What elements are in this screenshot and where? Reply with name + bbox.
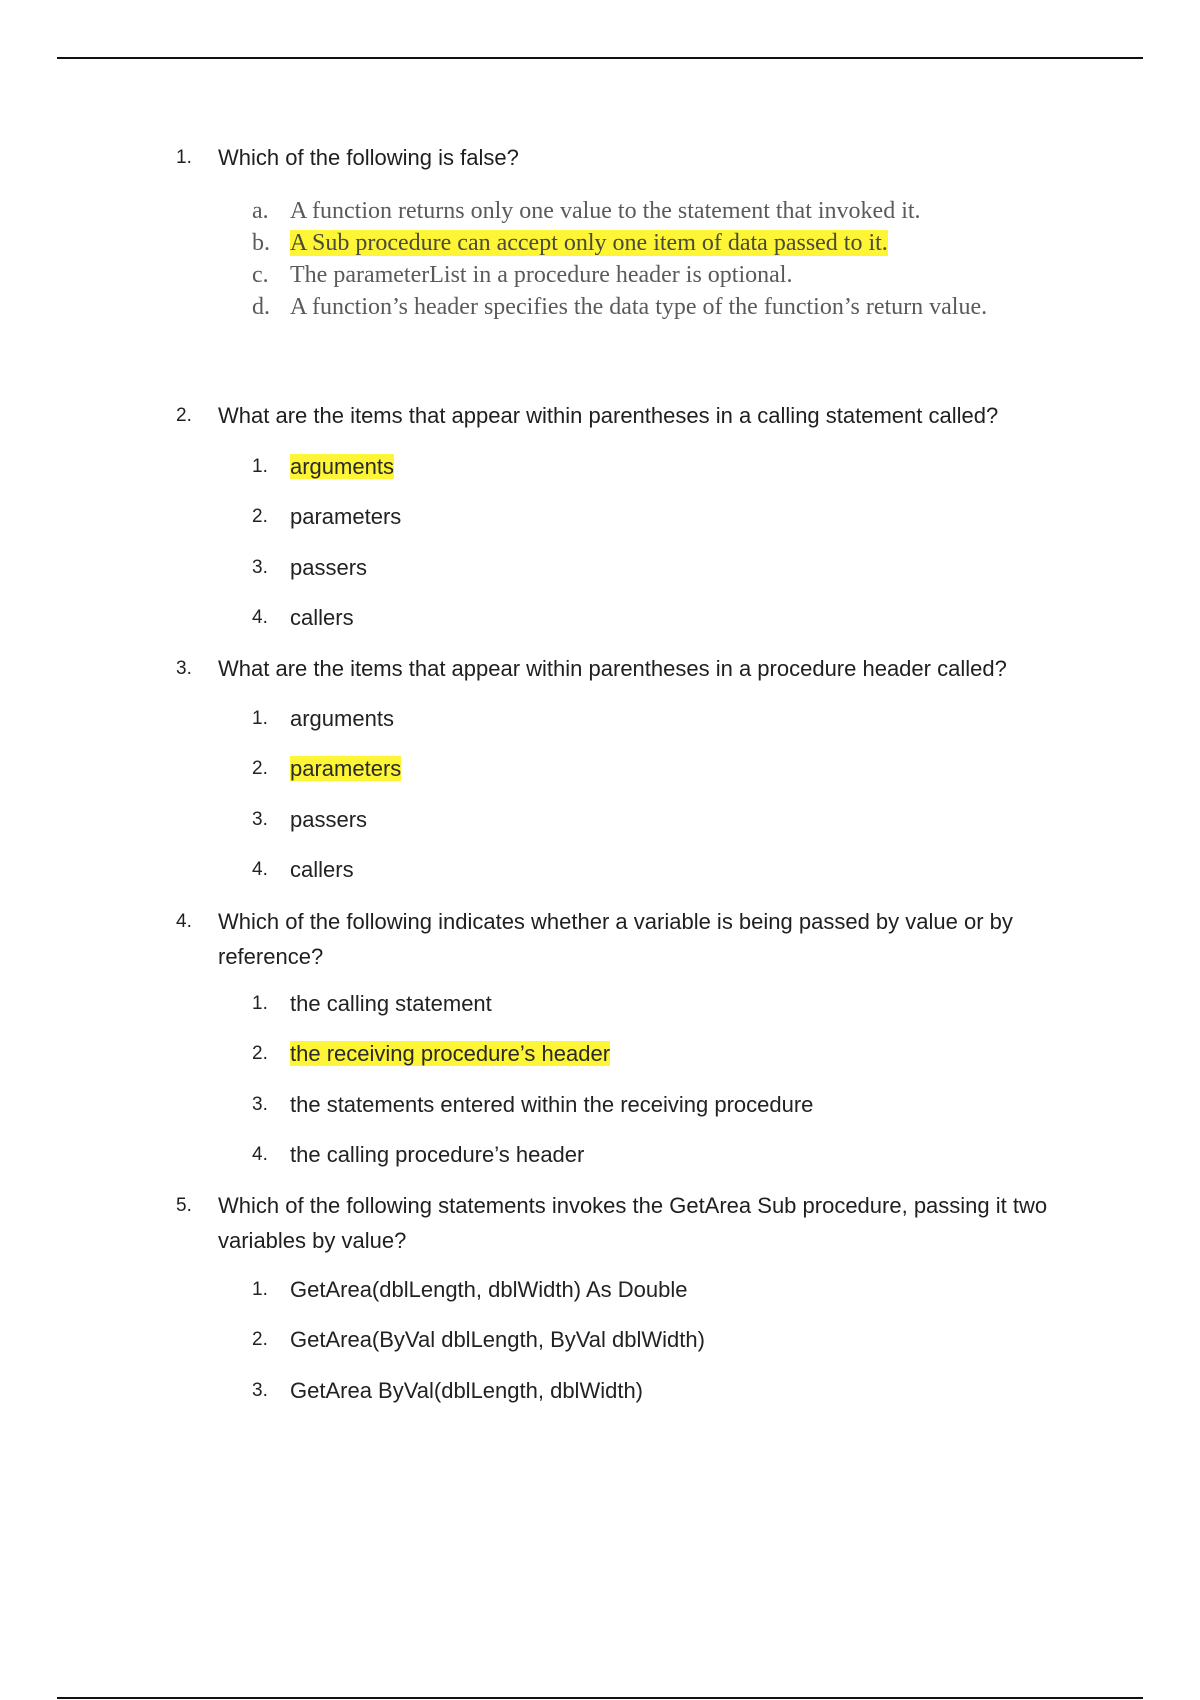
- option-1b: [252, 227, 1062, 259]
- option-4-2: [252, 1037, 1062, 1071]
- option-number: 2.: [252, 1329, 268, 1350]
- option-letter: d.: [252, 294, 270, 320]
- question-1: [176, 140, 1056, 175]
- option-text: arguments: [290, 706, 394, 731]
- option-number: 2.: [252, 506, 268, 527]
- option-1d: [252, 291, 1062, 323]
- option-3-4: [252, 853, 1062, 887]
- option-number: 2.: [252, 758, 268, 779]
- question-3: [176, 651, 1056, 686]
- option-letter: c.: [252, 262, 269, 288]
- option-4-4: [252, 1138, 1062, 1172]
- question-2: [176, 398, 1056, 433]
- question-4: [176, 904, 1056, 974]
- highlighted-answer: arguments: [290, 454, 394, 479]
- option-text: passers: [290, 807, 368, 832]
- option-text: the calling procedure’s header: [290, 1142, 585, 1167]
- option-2-4: [252, 601, 1062, 635]
- option-number: 1.: [252, 1279, 268, 1300]
- header-rule: [57, 57, 1143, 59]
- question-text: What are the items that appear within parentheses in a procedure header called?: [218, 656, 1007, 681]
- question-number: 5.: [176, 1195, 192, 1216]
- option-text: A function returns only one value to the statement that invoked it.: [290, 198, 921, 224]
- option-number: 1.: [252, 708, 268, 729]
- option-text: the calling statement: [290, 991, 492, 1016]
- option-number: 4.: [252, 859, 268, 880]
- option-text: GetArea(dblLength, dblWidth) As Double: [290, 1277, 688, 1302]
- highlighted-answer: parameters: [290, 756, 402, 781]
- option-text: GetArea(ByVal dblLength, ByVal dblWidth): [290, 1327, 705, 1352]
- question-text: Which of the following statements invokes the GetArea Sub procedure, passing it two variables by value?: [218, 1193, 1048, 1253]
- option-1a: [252, 195, 1062, 227]
- question-number: 3.: [176, 658, 192, 679]
- question-number: 4.: [176, 911, 192, 932]
- option-number: 3.: [252, 1380, 268, 1401]
- highlighted-answer: A Sub procedure can accept only one item of data passed to it.: [290, 230, 888, 256]
- option-number: 3.: [252, 809, 268, 830]
- option-number: 3.: [252, 557, 268, 578]
- option-3-1: [252, 702, 1062, 736]
- option-text: callers: [290, 857, 354, 882]
- question-5: [176, 1188, 1056, 1258]
- option-4-3: [252, 1088, 1062, 1122]
- option-number: 1.: [252, 456, 268, 477]
- question-number: 2.: [176, 405, 192, 426]
- option-letter: b.: [252, 230, 270, 256]
- option-1c: [252, 259, 1062, 291]
- option-5-1: [252, 1273, 1062, 1307]
- highlighted-answer: the receiving procedure’s header: [290, 1041, 611, 1066]
- option-text: the statements entered within the receiving procedure: [290, 1092, 814, 1117]
- option-letter: a.: [252, 198, 269, 224]
- option-number: 4.: [252, 1144, 268, 1165]
- option-5-3: [252, 1374, 1062, 1408]
- question-number: 1.: [176, 147, 192, 168]
- option-text: GetArea ByVal(dblLength, dblWidth): [290, 1378, 643, 1403]
- question-text: Which of the following is false?: [218, 145, 519, 170]
- option-number: 4.: [252, 607, 268, 628]
- option-text: callers: [290, 605, 354, 630]
- option-number: 2.: [252, 1043, 268, 1064]
- option-4-1: [252, 987, 1062, 1021]
- option-5-2: [252, 1323, 1062, 1357]
- option-2-3: [252, 551, 1062, 585]
- option-3-2: [252, 752, 1062, 786]
- footer-rule: [57, 1697, 1143, 1699]
- option-number: 3.: [252, 1094, 268, 1115]
- option-text: parameters: [290, 504, 402, 529]
- option-2-2: [252, 500, 1062, 534]
- option-number: 1.: [252, 993, 268, 1014]
- option-text: A function’s header specifies the data type of the function’s return value.: [290, 294, 988, 320]
- option-text: The parameterList in a procedure header is optional.: [290, 262, 793, 288]
- option-text: passers: [290, 555, 368, 580]
- question-text: What are the items that appear within parentheses in a calling statement called?: [218, 403, 999, 428]
- option-2-1: [252, 450, 1062, 484]
- option-3-3: [252, 803, 1062, 837]
- question-text: Which of the following indicates whether a variable is being passed by value or by reference?: [218, 909, 1013, 969]
